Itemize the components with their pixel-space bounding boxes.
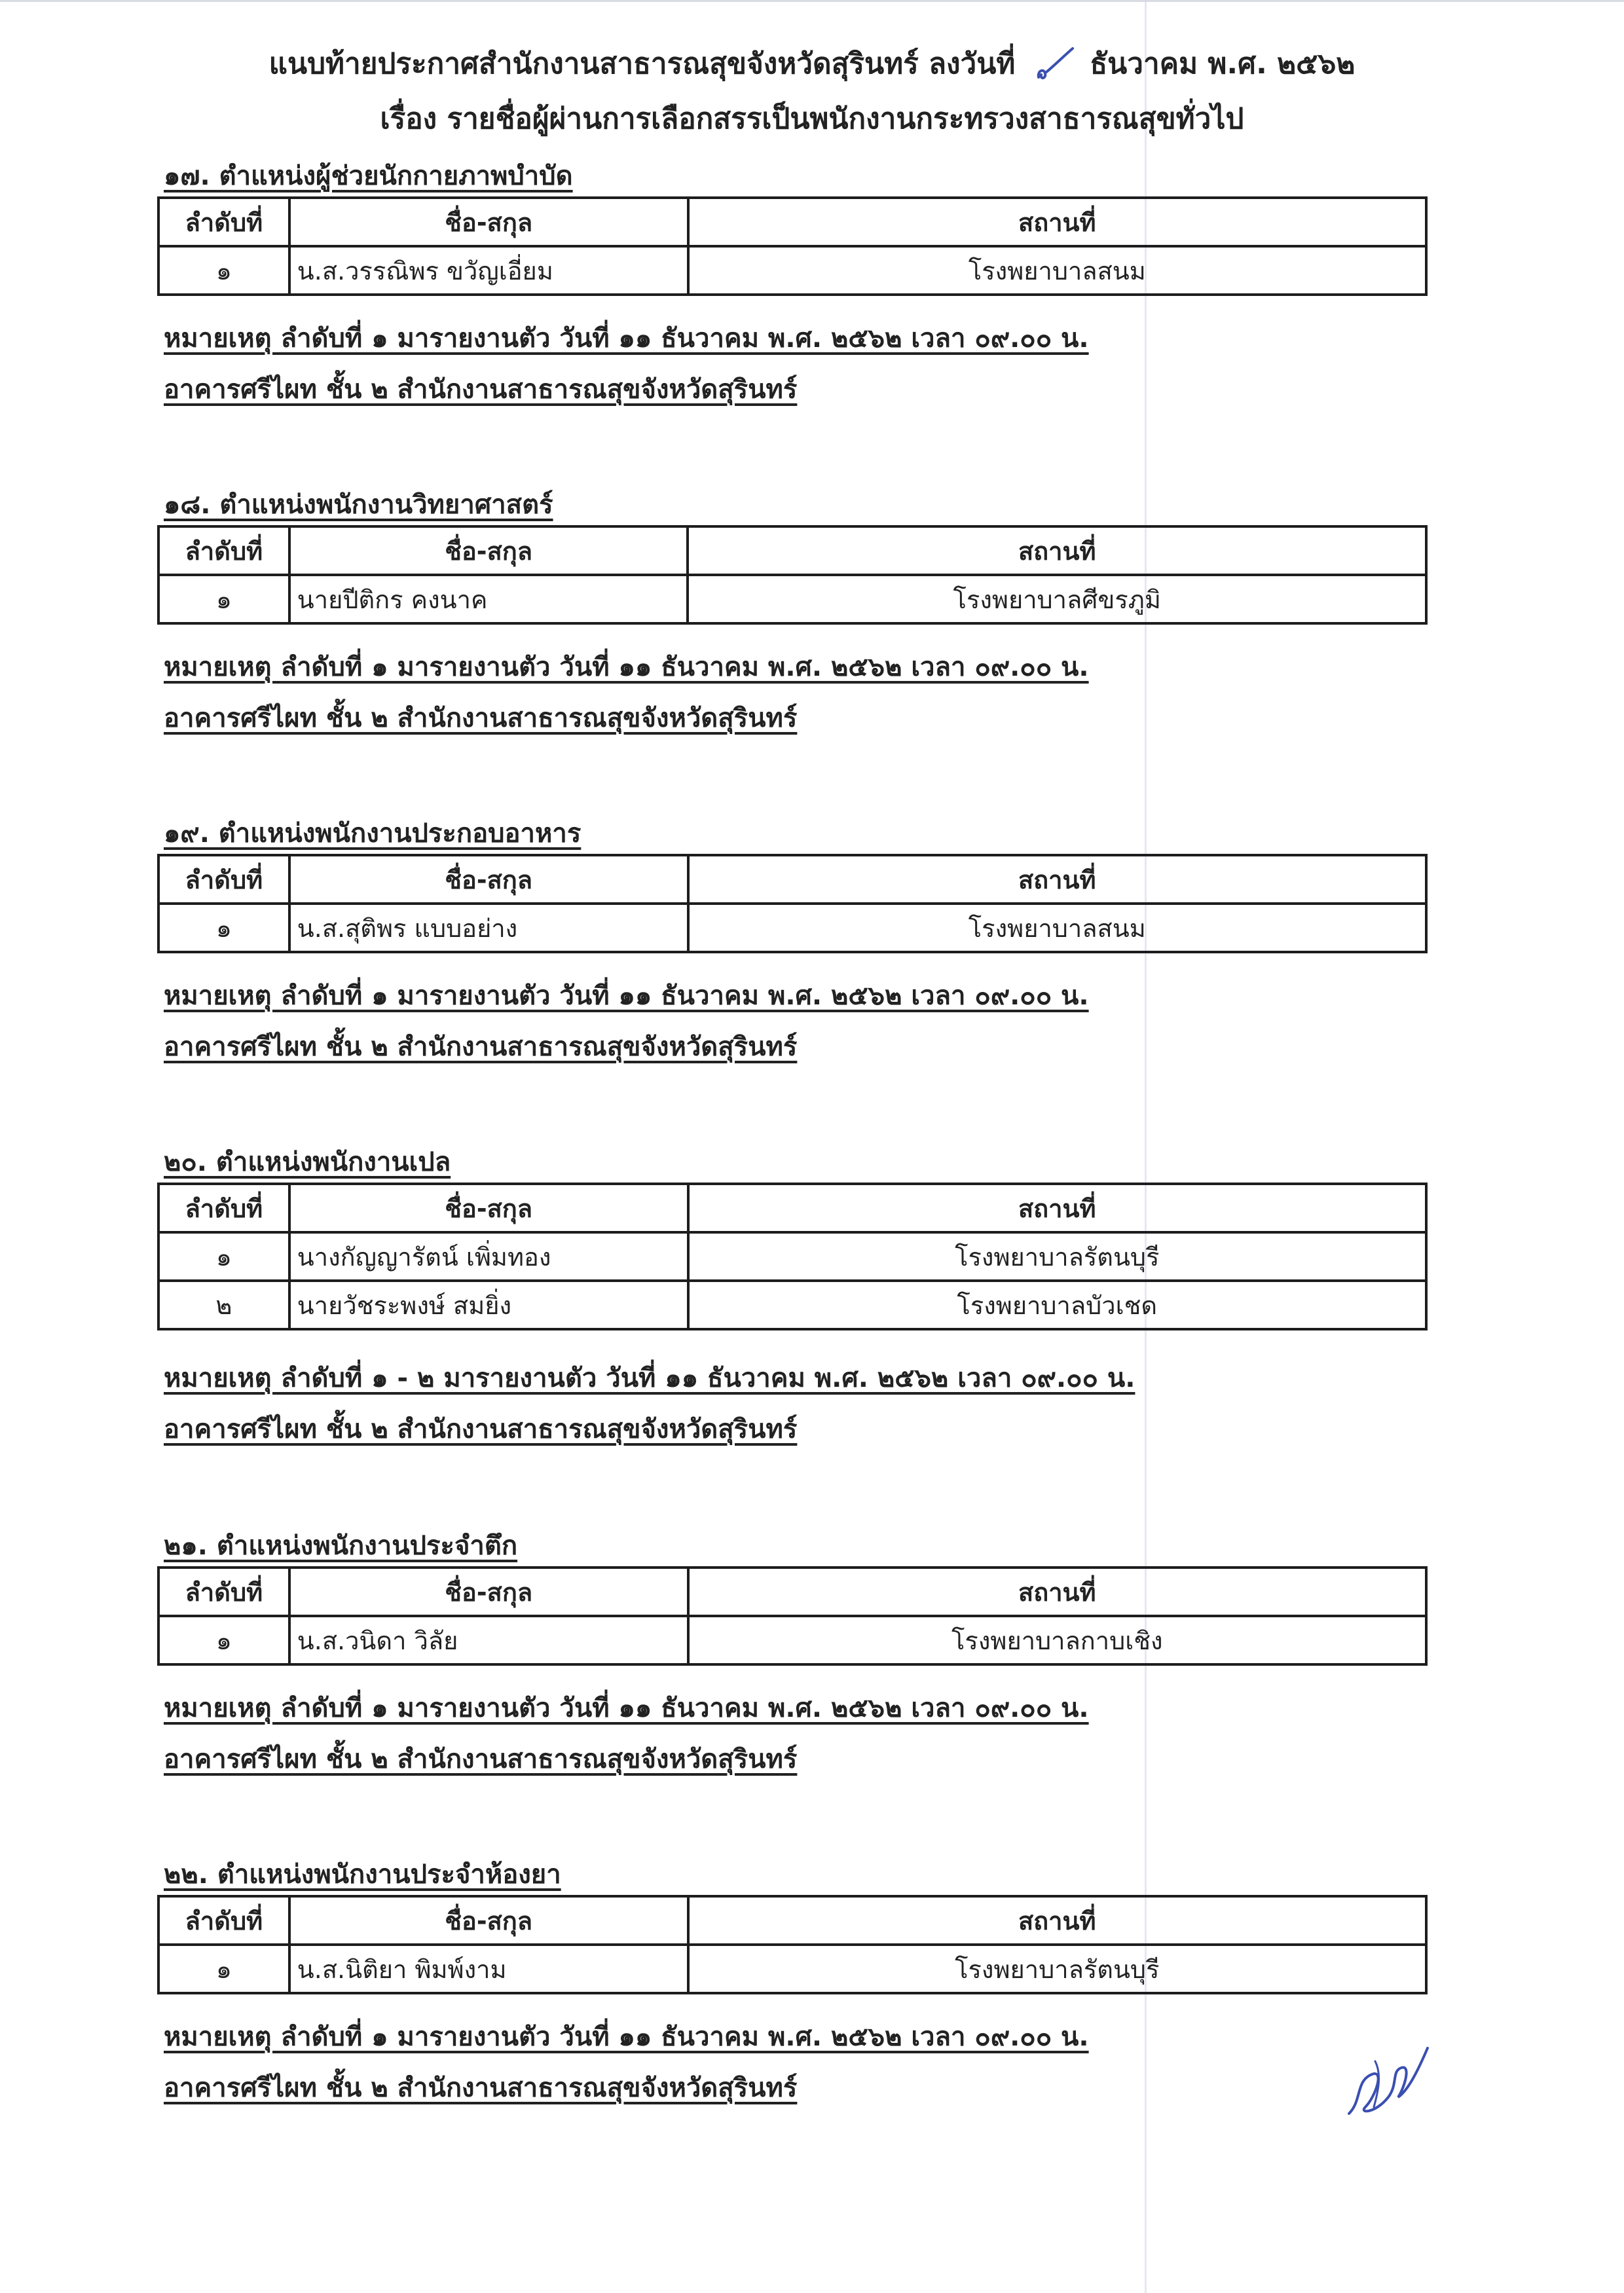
column-header-place: สถานที่ <box>688 855 1426 904</box>
section-title: ๒๐. ตำแหน่งพนักงานเปล <box>164 1147 451 1177</box>
column-header-name: ชื่อ-สกุล <box>289 526 688 575</box>
section-title: ๑๘. ตำแหน่งพนักงานวิทยาศาสตร์ <box>164 490 553 520</box>
cell-name: นายวัชระพงษ์ สมยิ่ง <box>289 1281 688 1329</box>
column-header-name: ชื่อ-สกุล <box>289 1568 688 1616</box>
cell-place: โรงพยาบาลรัตนบุรี <box>688 1945 1426 1993</box>
table-header-row <box>158 198 1426 246</box>
table-row <box>158 246 1426 295</box>
section-title: ๒๑. ตำแหน่งพนักงานประจำตึก <box>164 1531 518 1561</box>
column-header-place: สถานที่ <box>688 1184 1426 1232</box>
candidate-table <box>157 1895 1428 1994</box>
column-header-no: ลำดับที่ <box>158 526 289 575</box>
cell-place: โรงพยาบาลรัตนบุรี <box>688 1232 1426 1281</box>
cell-name: น.ส.วนิดา วิลัย <box>289 1616 688 1664</box>
section-title: ๒๒. ตำแหน่งพนักงานประจำห้องยา <box>164 1860 561 1890</box>
header-prefix: แนบท้ายประกาศสำนักงานสาธารณสุขจังหวัดสุรินทร์ ลงวันที่ <box>268 47 1016 81</box>
cell-no: ๑ <box>158 1232 289 1281</box>
section-note-date: หมายเหตุ ลำดับที่ ๑ มารายงานตัว วันที่ ๑๑ ธันวาคม พ.ศ. ๒๕๖๒ เวลา ๐๙.๐๐ น. <box>164 652 1089 682</box>
table-header-row <box>158 1896 1426 1945</box>
column-header-place: สถานที่ <box>688 526 1426 575</box>
section-note-date: หมายเหตุ ลำดับที่ ๑ - ๒ มารายงานตัว วันที่ ๑๑ ธันวาคม พ.ศ. ๒๕๖๒ เวลา ๐๙.๐๐ น. <box>164 1363 1135 1393</box>
column-header-place: สถานที่ <box>688 198 1426 246</box>
table-row <box>158 1945 1426 1993</box>
section-note-date: หมายเหตุ ลำดับที่ ๑ มารายงานตัว วันที่ ๑๑ ธันวาคม พ.ศ. ๒๕๖๒ เวลา ๐๙.๐๐ น. <box>164 2022 1089 2052</box>
column-header-place: สถานที่ <box>688 1568 1426 1616</box>
column-header-place: สถานที่ <box>688 1896 1426 1945</box>
column-header-name: ชื่อ-สกุล <box>289 1896 688 1945</box>
document-header-line-2: เรื่อง รายชื่อผู้ผ่านการเลือกสรรเป็นพนักงานกระทรวงสาธารณสุขทั่วไป <box>380 102 1244 136</box>
candidate-table <box>157 525 1428 625</box>
cell-place: โรงพยาบาลสนม <box>688 246 1426 295</box>
section-note-location: อาคารศรีไผท ชั้น ๒ สำนักงานสาธารณสุขจังหวัดสุรินทร์ <box>164 1414 798 1444</box>
table-header-row <box>158 1184 1426 1232</box>
cell-name: น.ส.วรรณิพร ขวัญเอี่ยม <box>289 246 688 295</box>
table-header-row <box>158 1568 1426 1616</box>
cell-name: นางกัญญารัตน์ เพิ่มทอง <box>289 1232 688 1281</box>
table-header-row <box>158 526 1426 575</box>
candidate-table <box>157 1183 1428 1330</box>
cell-place: โรงพยาบาลศีขรภูมิ <box>688 575 1426 623</box>
header-date: ธันวาคม พ.ศ. ๒๕๖๒ <box>1090 47 1356 81</box>
candidate-table <box>157 1566 1428 1666</box>
handwritten-date-icon <box>1032 46 1078 85</box>
cell-place: โรงพยาบาลสนม <box>688 904 1426 952</box>
cell-name: น.ส.สุติพร แบบอย่าง <box>289 904 688 952</box>
cell-no: ๑ <box>158 246 289 295</box>
column-header-name: ชื่อ-สกุล <box>289 198 688 246</box>
candidate-table <box>157 854 1428 953</box>
page-top-edge <box>0 0 1624 2</box>
table-row <box>158 1616 1426 1664</box>
section-note-date: หมายเหตุ ลำดับที่ ๑ มารายงานตัว วันที่ ๑๑ ธันวาคม พ.ศ. ๒๕๖๒ เวลา ๐๙.๐๐ น. <box>164 1693 1089 1723</box>
signature-icon <box>1336 2035 1434 2133</box>
cell-no: ๑ <box>158 575 289 623</box>
column-header-no: ลำดับที่ <box>158 1184 289 1232</box>
column-header-no: ลำดับที่ <box>158 855 289 904</box>
cell-no: ๑ <box>158 1945 289 1993</box>
candidate-table <box>157 196 1428 296</box>
column-header-no: ลำดับที่ <box>158 1568 289 1616</box>
table-row <box>158 575 1426 623</box>
table-row <box>158 904 1426 952</box>
column-header-name: ชื่อ-สกุล <box>289 1184 688 1232</box>
table-row <box>158 1281 1426 1329</box>
cell-name: นายปีติกร คงนาค <box>289 575 688 623</box>
column-header-no: ลำดับที่ <box>158 198 289 246</box>
cell-no: ๑ <box>158 1616 289 1664</box>
section-title: ๑๙. ตำแหน่งพนักงานประกอบอาหาร <box>164 818 581 849</box>
column-header-no: ลำดับที่ <box>158 1896 289 1945</box>
table-row <box>158 1232 1426 1281</box>
section-note-date: หมายเหตุ ลำดับที่ ๑ มารายงานตัว วันที่ ๑๑ ธันวาคม พ.ศ. ๒๕๖๒ เวลา ๐๙.๐๐ น. <box>164 323 1089 354</box>
cell-no: ๑ <box>158 904 289 952</box>
section-note-location: อาคารศรีไผท ชั้น ๒ สำนักงานสาธารณสุขจังหวัดสุรินทร์ <box>164 1032 798 1062</box>
section-note-location: อาคารศรีไผท ชั้น ๒ สำนักงานสาธารณสุขจังหวัดสุรินทร์ <box>164 1744 798 1774</box>
cell-place: โรงพยาบาลกาบเชิง <box>688 1616 1426 1664</box>
column-header-name: ชื่อ-สกุล <box>289 855 688 904</box>
section-title: ๑๗. ตำแหน่งผู้ช่วยนักกายภาพบำบัด <box>164 161 573 191</box>
section-note-location: อาคารศรีไผท ชั้น ๒ สำนักงานสาธารณสุขจังหวัดสุรินทร์ <box>164 375 798 405</box>
section-note-location: อาคารศรีไผท ชั้น ๒ สำนักงานสาธารณสุขจังหวัดสุรินทร์ <box>164 2073 798 2103</box>
cell-name: น.ส.นิติยา พิมพ์งาม <box>289 1945 688 1993</box>
cell-place: โรงพยาบาลบัวเชด <box>688 1281 1426 1329</box>
table-header-row <box>158 855 1426 904</box>
section-note-date: หมายเหตุ ลำดับที่ ๑ มารายงานตัว วันที่ ๑๑ ธันวาคม พ.ศ. ๒๕๖๒ เวลา ๐๙.๐๐ น. <box>164 981 1089 1011</box>
cell-no: ๒ <box>158 1281 289 1329</box>
document-header-line-1 <box>0 41 1624 86</box>
section-note-location: อาคารศรีไผท ชั้น ๒ สำนักงานสาธารณสุขจังหวัดสุรินทร์ <box>164 703 798 733</box>
